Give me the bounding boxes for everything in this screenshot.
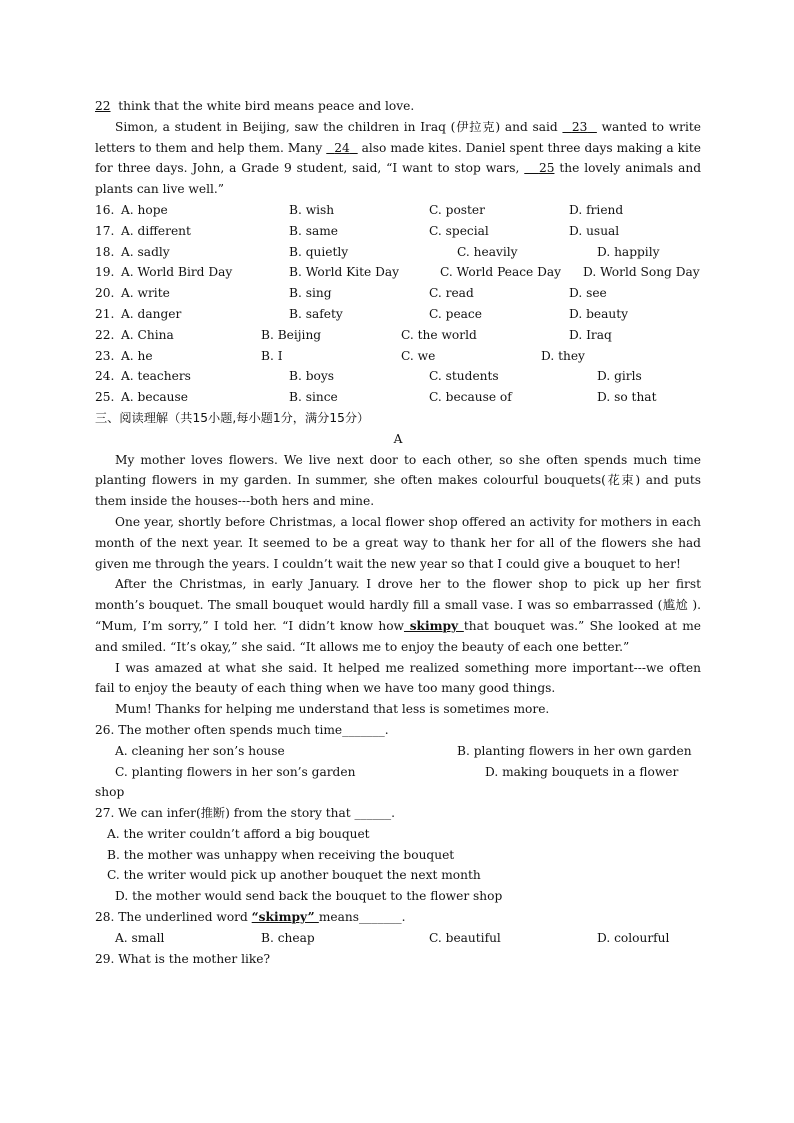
option-row-17	[95, 221, 701, 242]
passage-p3-text-b: that bouquet was.” She looked at me and smiled. “It’s okay,” she said. “It allows me to enjoy the beauty of each one better.”	[95, 618, 701, 654]
option-c: C. special	[429, 223, 489, 238]
option-number: 20.	[95, 286, 115, 301]
cloze-line-22	[95, 96, 701, 117]
option-b: B. same	[289, 223, 338, 238]
passage-paragraph-3	[95, 574, 701, 657]
cloze-options	[95, 200, 701, 408]
option-a: A. different	[121, 223, 191, 238]
option-b: B. sing	[289, 286, 332, 301]
option-a: A. sadly	[121, 244, 170, 259]
q28-option-b: B. cheap	[261, 930, 315, 945]
option-d: D. they	[541, 348, 585, 363]
option-c: C. heavily	[457, 244, 518, 259]
blank-22: 22	[95, 99, 111, 113]
option-number: 19.	[95, 265, 115, 280]
exam-page	[95, 96, 701, 969]
blank-24	[326, 141, 357, 155]
option-d: D. friend	[569, 202, 624, 217]
option-number: 25.	[95, 390, 115, 405]
option-a: A. hope	[121, 202, 168, 217]
option-b: B. quietly	[289, 244, 349, 259]
cloze-text-c: also made kites. Daniel spent three days making a kite for three days. John, a Grade 9 student, said, “I want to stop wars,	[95, 140, 701, 176]
question-27-stem: 27. We can infer(推断) from the story that ______.	[95, 806, 395, 821]
option-row-18	[95, 242, 701, 263]
option-number: 24.	[95, 369, 115, 384]
q26-option-d: D. making bouquets in a flower	[485, 764, 679, 779]
cloze-line-text: think that the white bird means peace and love.	[118, 99, 415, 113]
q28-option-d: D. colourful	[597, 930, 670, 945]
q27-option-b: B. the mother was unhappy when receiving the bouquet	[107, 847, 455, 862]
blank-24-num: 24	[334, 140, 350, 155]
q28-stem-b: means_______.	[318, 910, 406, 925]
option-d: D. see	[569, 286, 607, 301]
option-a: A. write	[121, 286, 170, 301]
blank-25	[524, 161, 554, 175]
option-c: C. the world	[401, 327, 477, 342]
q26-option-c: C. planting flowers in her son’s garden	[115, 764, 356, 779]
option-c: C. we	[401, 348, 436, 363]
option-a: A. danger	[121, 306, 182, 321]
option-number: 23.	[95, 348, 115, 363]
q26-option-b: B. planting flowers in her own garden	[457, 743, 692, 758]
q27-option-c: C. the writer would pick up another bouquet the next month	[107, 868, 481, 883]
option-number: 18.	[95, 244, 115, 259]
option-d: D. Iraq	[569, 327, 612, 342]
blank-23-num: 23	[571, 119, 588, 134]
passage-paragraph-4: I was amazed at what she said. It helped me realized something more important---we often fail to enjoy the beauty of each thing when we have too many good things.	[95, 660, 701, 696]
option-b: B. I	[261, 348, 283, 363]
blank-25-num: 25	[538, 161, 555, 176]
option-row-23	[95, 346, 701, 367]
option-b: B. safety	[289, 306, 343, 321]
option-a: A. China	[121, 327, 174, 342]
option-number: 17.	[95, 223, 115, 238]
option-row-21	[95, 304, 701, 325]
option-d: D. beauty	[569, 306, 628, 321]
option-c: C. poster	[429, 202, 485, 217]
option-row-25	[95, 387, 701, 408]
passage-label: A	[393, 431, 403, 446]
option-a: A. he	[121, 348, 153, 363]
cloze-text-a: Simon, a student in Beijing, saw the children in Iraq (伊拉克) and said	[115, 119, 563, 134]
option-row-16	[95, 200, 701, 221]
passage-paragraph-1: My mother loves flowers. We live next door to each other, so she often spends much time planting flowers in my garden. In summer, she often makes colourful bouquets(花束) and puts them inside the houses---both hers and mine.	[95, 452, 701, 509]
option-d: D. World Song Day	[583, 265, 700, 280]
q28-option-c: C. beautiful	[429, 930, 501, 945]
option-number: 21.	[95, 306, 115, 321]
option-d: D. girls	[597, 369, 642, 384]
option-c: C. peace	[429, 306, 482, 321]
option-b: B. World Kite Day	[289, 265, 400, 280]
passage-paragraph-5: Mum! Thanks for helping me understand that less is sometimes more.	[115, 702, 550, 717]
question-28-stem	[95, 907, 701, 928]
q27-option-a: A. the writer couldn’t afford a big bouquet	[107, 826, 370, 841]
option-b: B. wish	[289, 202, 335, 217]
q27-option-d: D. the mother would send back the bouquet to the flower shop	[115, 889, 503, 904]
cloze-text-d: the lovely animals and plants can live well.”	[95, 161, 701, 197]
option-a: A. because	[121, 390, 188, 405]
option-c: C. read	[429, 286, 474, 301]
blank-23	[562, 120, 596, 134]
cloze-text-b: wanted to write letters to them and help them. Many	[95, 119, 702, 155]
option-c: C. World Peace Day	[440, 265, 562, 280]
passage-paragraph-2: One year, shortly before Christmas, a local flower shop offered an activity for mothers in each month of the next year. It seemed to be a great way to thank her for all of the flowers she had given me through the years. I couldn’t wait the new year so that I could give a bouquet to her!	[95, 514, 701, 571]
question-26-stem: 26. The mother often spends much time_______.	[95, 722, 389, 737]
option-row-19	[95, 262, 701, 283]
question-28-options	[95, 928, 701, 949]
option-row-20	[95, 283, 701, 304]
option-row-24	[95, 366, 701, 387]
option-b: B. boys	[289, 369, 334, 384]
underlined-word-skimpy: skimpy	[403, 618, 464, 633]
option-a: A. World Bird Day	[121, 265, 233, 280]
section-title: 三、阅读理解（共15小题,每小题1分，满分15分）	[95, 410, 370, 425]
option-number: 22.	[95, 327, 115, 342]
question-29-stem: 29. What is the mother like?	[95, 951, 271, 966]
option-d: D. so that	[597, 390, 657, 405]
q26-option-a: A. cleaning her son’s house	[115, 743, 285, 758]
question-26-options-cd	[95, 762, 701, 783]
option-c: C. students	[429, 369, 499, 384]
option-b: B. since	[289, 390, 338, 405]
option-number: 16.	[95, 202, 115, 217]
question-26-options-ab	[95, 741, 701, 762]
option-a: A. teachers	[121, 369, 191, 384]
option-row-22	[95, 325, 701, 346]
option-c: C. because of	[429, 390, 512, 405]
cloze-paragraph	[95, 117, 701, 200]
passage-p3-text-a: After the Christmas, in early January. I drove her to the flower shop to pick up her first month’s bouquet. The small bouquet would hardly fill a small vase. I was so embarrassed (尴尬 ). “Mum, I’m sorry,” I told her. “I didn’t know how	[95, 577, 701, 633]
option-d: D. happily	[597, 244, 660, 259]
q26-option-d-cont: shop	[95, 785, 125, 800]
option-d: D. usual	[569, 223, 620, 238]
q28-stem-a: 28. The underlined word	[95, 910, 252, 925]
q28-underlined-word: “skimpy”	[251, 910, 319, 925]
option-b: B. Beijing	[261, 327, 322, 342]
q28-option-a: A. small	[115, 930, 165, 945]
